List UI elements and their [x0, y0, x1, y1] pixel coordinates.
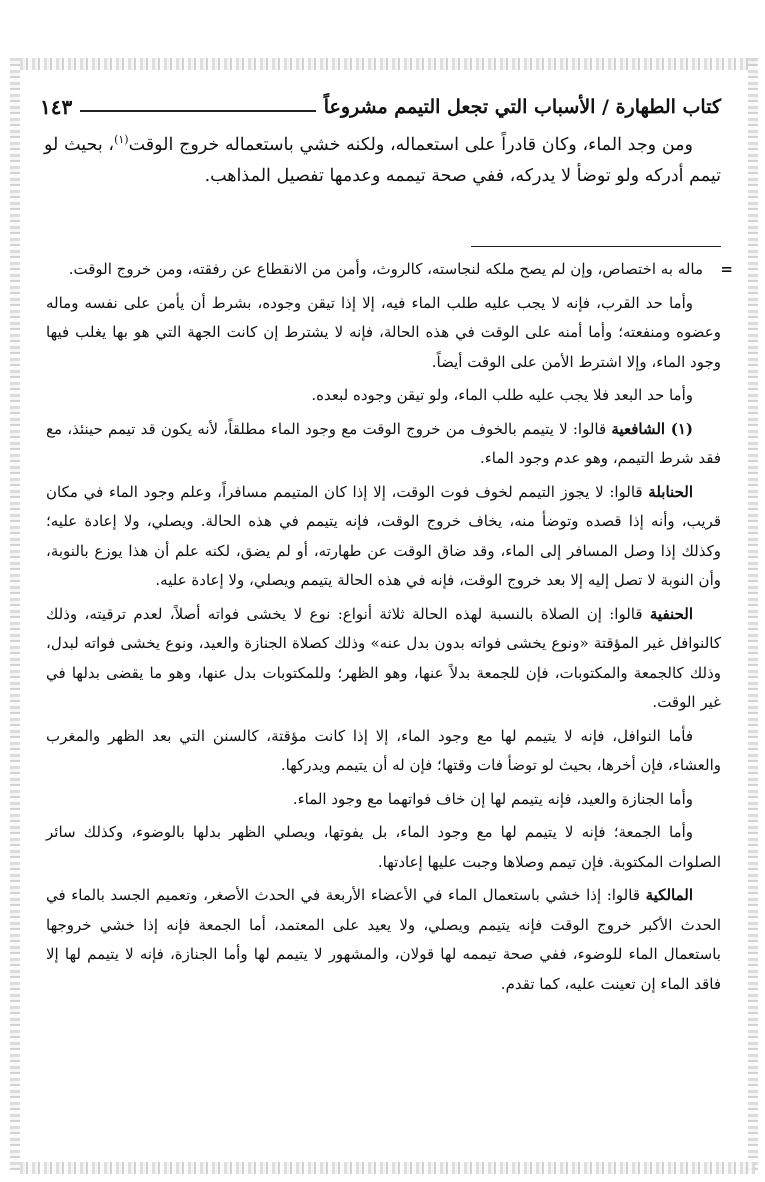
footnote-text: فأما النوافل، فإنه لا يتيمم لها مع وجود الماء، إلا إذا كانت مؤقتة، كالسنن التي بعد الظهر والمغرب والعشاء، فإن أخرها، بحيث لو توضأ فات وقتها؛ فإن له أن يتيمم ويدركها.	[46, 726, 721, 774]
madhhab-label: الحنفية	[649, 604, 693, 623]
header-rule	[80, 110, 315, 112]
footnote-paragraph	[46, 818, 721, 877]
footnote-text: قالوا: لا يجوز التيمم لخوف فوت الوقت، إلا إذا كان المتيمم مسافراً، وعلم وجود الماء في مكان قريب، وأنه إذا قصده وتوضأ منه، يخاف خروج الوقت، فإنه يتيمم في هذه الحالة. ويصلي، ولا إعادة عليه؛ وكذلك إذا وصل المسافر إلى الماء، وقد ضاق الوقت عن طهارته، أو لم يضق، لكنه علم أن هذا يوزع بالنوبة، وأن النوبة لا تصل إليه إلا بعد خروج الوقت، فإنه في هذه الحالة يتيمم ويصلي، ولا إعادة عليه.	[46, 482, 721, 589]
footnote-text: ماله به اختصاص، وإن لم يصح ملكه لنجاسته، كالروث، وأمن من الانقطاع عن رفقته، ومن خروج الوقت.	[68, 260, 703, 278]
main-text-part1: ومن وجد الماء، وكان قادراً على استعماله، ولكنه خشي باستعماله خروج الوقت	[128, 134, 693, 155]
page-border-top	[20, 58, 755, 70]
footnote-maliki	[46, 881, 721, 999]
running-header	[40, 92, 721, 122]
footnote-text: قالوا: لا يتيمم بالخوف من خروج الوقت مع وجود الماء مطلقاً، لأنه يكون قد تيمم حينئذ، مع فقد شرط التيمم، وهو عدم وجود الماء.	[46, 419, 721, 467]
footnote-hanafi	[46, 600, 721, 718]
footnote-paragraph	[46, 289, 721, 378]
footnote-separator	[471, 246, 721, 247]
chapter-title: كتاب الطهارة / الأسباب التي تجعل التيمم مشروعاً	[323, 96, 721, 118]
footnote-paragraph	[46, 722, 721, 781]
footnotes	[46, 255, 733, 1003]
footnote-text: قالوا: إذا خشي باستعمال الماء في الأعضاء الأربعة في الحدث الأصغر، وتعميم الجسد بالماء في الحدث الأكبر خروج الوقت فإنه يتيمم ويصلي، ولا يعيد على المعتمد، أما الجمعة فإنه إذا خشي خروجها باستعمال الماء للوضوء، ففي صحة تيممه لها قولان، والمشهور لا يتيمم لها وأما الجنازة، فإنه لا يتيمم لها إلا فاقد الماء إن تعينت عليه، كما تقدم.	[46, 886, 721, 993]
madhhab-label: المالكية	[645, 886, 693, 904]
footnote-paragraph	[46, 785, 721, 815]
footnote-reference: (١)	[114, 133, 129, 146]
main-text-part2: ، بحيث لو تيمم أدركه ولو توضأ لا يدركه، ففي صحة تيممه وعدمها تفصيل المذاهب.	[44, 134, 721, 186]
main-paragraph	[44, 124, 721, 192]
main-text	[44, 124, 721, 192]
continuation-mark: =	[720, 260, 733, 278]
footnote-continuation	[46, 255, 733, 285]
footnote-hanbali	[46, 478, 721, 596]
page-number: ١٤٣	[40, 95, 73, 119]
footnote-text: وأما حد البعد فلا يجب عليه طلب الماء، ولو تيقن وجوده لبعده.	[311, 386, 693, 404]
page-border-left	[10, 58, 20, 1170]
footnote-text: قالوا: إن الصلاة بالنسبة لهذه الحالة ثلاثة أنواع: نوع لا يخشى فواته أصلاً، لعدم ترقيته، وذلك كالنوافل غير المؤقتة «ونوع يخشى فواته بدون بدل عنه» وذلك كصلاة الجنازة والعيد، ونوع يخشى فواته لبدل، وذلك كالجمعة والمكتوبات، فإن للجمعة بدلاً عنها، وهو الظهر؛ وللمكتوبات بدل عنها، وهو ما يقضى بدلها في غير الوقت.	[46, 604, 721, 711]
page-border-bottom	[20, 1162, 755, 1174]
page-border-right	[748, 58, 758, 1170]
madhhab-label: الحنابلة	[648, 482, 693, 501]
footnote-shafii	[46, 415, 721, 474]
footnote-text: وأما حد القرب، فإنه لا يجب عليه طلب الماء فيه، إلا إذا تيقن وجوده، بشرط أن يأمن على نفسه وماله وعضوه ومنفعته؛ وأما أمنه على الوقت في هذه الحالة، فإنه لا يشترط إن كانت الجهة التي هو بها يغلب فيها وجود الماء، وإلا اشترط الأمن على الوقت أيضاً.	[46, 293, 721, 371]
footnote-text: وأما الجمعة؛ فإنه لا يتيمم لها مع وجود الماء، بل يفوتها، ويصلي الظهر بدلها بالوضوء، وكذلك سائر الصلوات المكتوبة. فإن تيمم وصلاها وجبت عليها إعادتها.	[46, 823, 721, 871]
footnote-paragraph	[46, 381, 721, 411]
footnote-text: وأما الجنازة والعيد، فإنه يتيمم لها إن خاف فواتهما مع وجود الماء.	[292, 789, 693, 808]
madhhab-label: (١) الشافعية	[611, 419, 694, 438]
